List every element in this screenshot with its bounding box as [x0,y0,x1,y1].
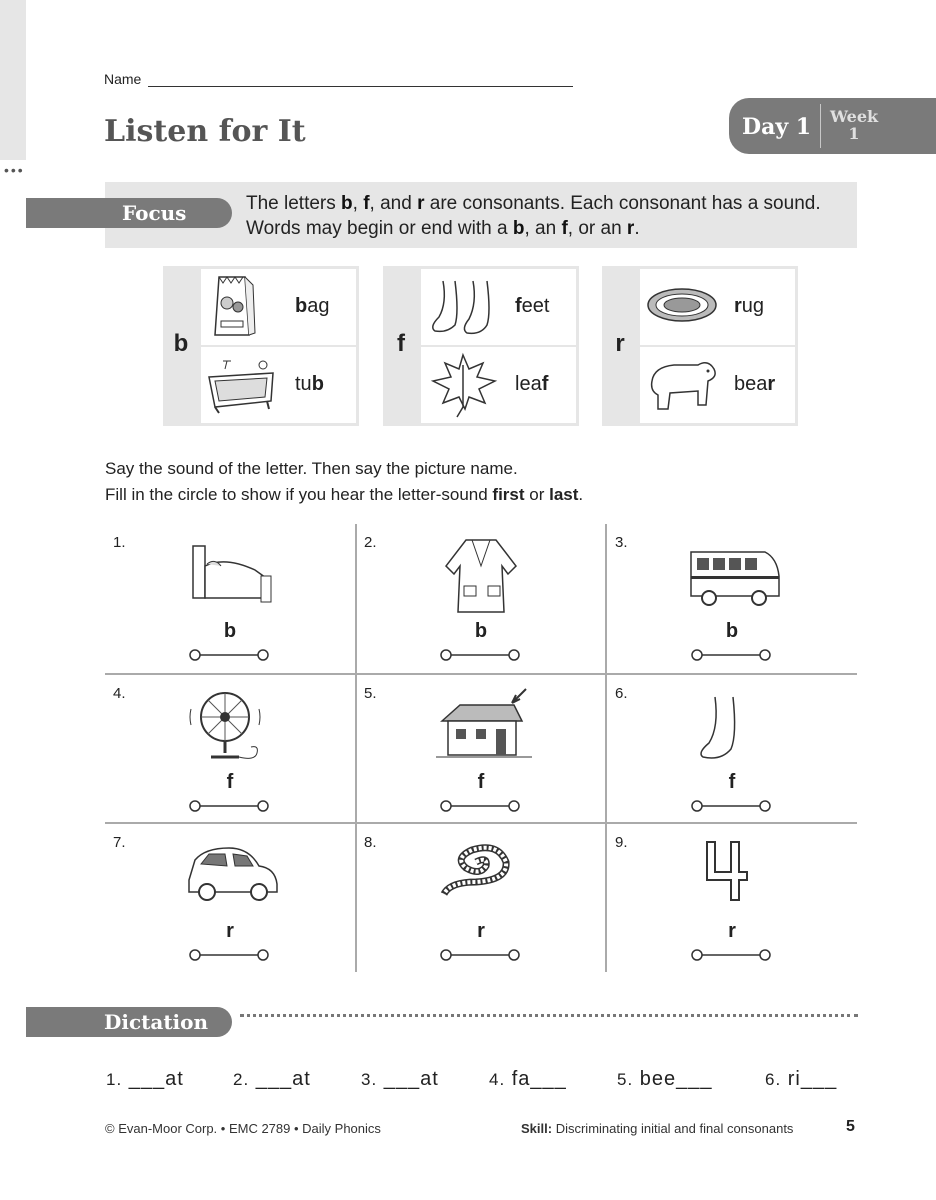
footer-skill [521,1121,793,1136]
question-number: 4. [113,685,126,702]
first-last-choice[interactable] [440,799,520,813]
question-letter: b [223,620,237,642]
dictation-number: 1. [106,1070,123,1089]
bus-icon [687,536,783,606]
first-last-choice[interactable] [189,648,269,662]
word-leaf [515,373,548,396]
word-card-feet [421,269,576,345]
dictation-word: ri___ [787,1068,838,1090]
word-letter: b [295,295,308,317]
dictation-item-2[interactable] [233,1068,311,1091]
bed-icon [185,536,275,606]
day-week-divider [820,104,821,148]
bear-icon [644,351,724,419]
question-number: 1. [113,534,126,551]
letter-group-b [163,266,359,426]
group-letter: r [615,330,625,357]
word-letter: b [311,373,324,395]
number-four-icon [687,836,777,916]
question-number: 3. [615,534,628,551]
question-number: 6. [615,685,628,702]
dictation-word: ___at [255,1068,311,1090]
week-text: Week [830,107,879,126]
first-last-choice[interactable] [440,648,520,662]
dictation-number: 6. [765,1070,782,1089]
word-card-rug [640,269,795,345]
letter-group-r [602,266,798,426]
question-number: 2. [364,534,377,551]
dictation-word: fa___ [511,1068,567,1090]
word-letter: f [515,295,522,317]
question-3 [607,524,857,672]
question-9 [607,824,857,972]
skill-text: Discriminating initial and final consonants [555,1121,794,1136]
question-number: 5. [364,685,377,702]
word-end: eet [521,295,550,317]
first-last-choice[interactable] [189,799,269,813]
word-tub [295,373,324,396]
fan-icon [185,687,275,767]
word-feet [515,295,549,318]
dictation-item-4[interactable] [489,1068,567,1091]
word-letter: r [734,295,742,317]
question-1 [105,524,355,672]
word-card-bag [201,269,356,345]
instruction-line-1: Say the sound of the letter. Then say the picture name. [105,459,518,478]
feet-icon [425,273,501,341]
question-6 [607,675,857,823]
word-start: bea [734,373,768,395]
word-start: lea [515,373,542,395]
question-number: 7. [113,834,126,851]
question-4 [105,675,355,823]
dictation-item-5[interactable] [617,1068,713,1091]
group-letter: f [397,330,405,357]
page-title: Listen for It [104,114,306,149]
question-letter: f [477,771,485,793]
leaf-icon [425,351,501,419]
dictation-item-3[interactable] [361,1068,439,1091]
page-number: 5 [846,1118,855,1135]
house-roof-icon [436,687,536,767]
word-card-leaf [421,347,576,423]
word-bear [734,373,775,396]
word-start: tu [295,373,312,395]
group-letter: b [173,330,189,357]
word-letter: f [541,373,549,395]
bag-icon [205,273,265,341]
dictation-dotted-rule [240,1014,858,1021]
word-end: ag [307,295,330,317]
first-last-choice[interactable] [691,799,771,813]
car-icon [185,836,281,906]
word-bag [295,295,329,318]
week-number: 1 [848,124,860,143]
word-rug [734,295,764,318]
question-letter: b [474,620,488,642]
question-5 [356,675,606,823]
focus-text: The letters b, f, and r are consonants. Each consonant has a sound. Words may begin or end with a b, an f, or an r. [246,193,821,239]
skill-label: Skill: [521,1121,553,1136]
word-card-bear [640,347,795,423]
question-number: 8. [364,834,377,851]
dictation-word: bee___ [639,1068,713,1090]
first-last-choice[interactable] [440,948,520,962]
word-end: ug [741,295,765,317]
word-card-tub [201,347,356,423]
first-last-choice[interactable] [189,948,269,962]
word-letter: r [767,373,776,395]
dictation-number: 4. [489,1070,506,1089]
question-letter: r [226,920,234,942]
tub-icon [205,351,281,419]
footer-copyright: © Evan-Moor Corp. • EMC 2789 • Daily Phonics [105,1121,381,1136]
rope-icon [436,836,526,906]
focus-label: Focus [122,201,187,225]
question-number: 9. [615,834,628,851]
dictation-item-1[interactable] [106,1068,184,1091]
question-letter: f [728,771,736,793]
first-last-choice[interactable] [691,648,771,662]
page-spine [0,0,26,160]
robe-icon [436,536,526,616]
foot-icon [687,687,777,767]
first-last-choice[interactable] [691,948,771,962]
rug-icon [644,273,724,341]
question-letter: f [226,771,234,793]
instruction-line-2: Fill in the circle to show if you hear the letter-sound first or last. [105,485,584,504]
question-7 [105,824,355,972]
question-letter: r [728,920,736,942]
instructions [105,456,825,508]
question-letter: r [477,920,485,942]
question-letter: b [725,620,739,642]
name-label: Name [104,71,142,87]
dictation-label: Dictation [104,1010,209,1034]
dictation-word: ___at [128,1068,184,1090]
spine-dots: ••• [4,162,25,178]
dictation-word: ___at [383,1068,439,1090]
dictation-number: 3. [361,1070,378,1089]
question-2 [356,524,606,672]
dictation-item-6[interactable] [765,1068,837,1091]
day-label: Day 1 [742,114,812,140]
week-label [830,108,878,142]
letter-group-f [383,266,579,426]
dictation-number: 5. [617,1070,634,1089]
dictation-number: 2. [233,1070,250,1089]
question-8 [356,824,606,972]
name-field[interactable] [148,86,573,87]
